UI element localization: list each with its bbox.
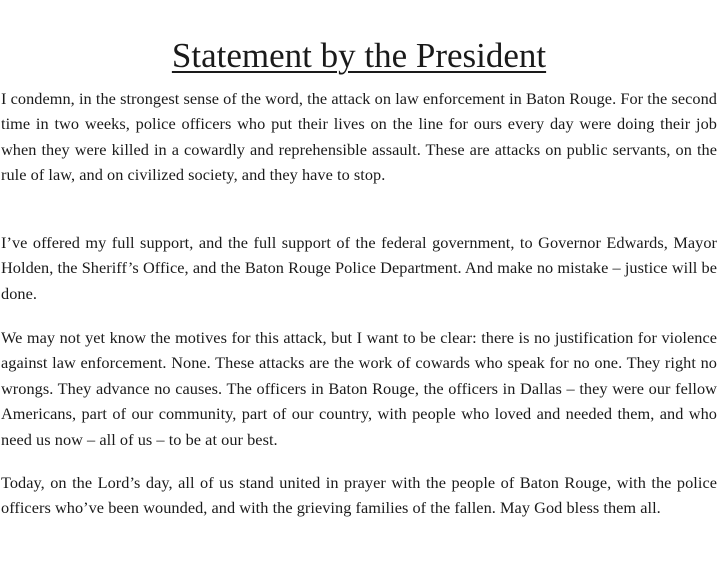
paragraph-1: I condemn, in the strongest sense of the word, the attack on law enforcement in Baton Rouge. For the second time in two weeks, police officers who put their lives on the line for ours every day were doing their job when they were killed in a cowardly and reprehensible assault. These are attacks on public servants, on the rule of law, and on civilized society, and they have to stop. (1, 89, 717, 185)
paragraph-4: Today, on the Lord’s day, all of us stand united in prayer with the people of Baton Rouge, with the police officers who’ve been wounded, and with the grieving families of the fallen. May God bless them all. (1, 473, 717, 518)
paragraph-2: I’ve offered my full support, and the full support of the federal government, to Governor Edwards, Mayor Holden, the Sheriff’s Office, and the Baton Rouge Police Department. And make no mistake – justice will be done. (1, 233, 717, 303)
page-title-text: Statement by the President (171, 36, 547, 75)
paragraph-3: We may not yet know the motives for this attack, but I want to be clear: there is no justification for violence against law enforcement. None. These attacks are the work of cowards who speak for no one. They right no wrongs. They advance no causes. The officers in Baton Rouge, the officers in Dallas – they were our fellow Americans, part of our community, part of our country, with people who loved and needed them, and who need us now – all of us – to be at our best. (1, 328, 717, 449)
page-title (0, 34, 718, 78)
